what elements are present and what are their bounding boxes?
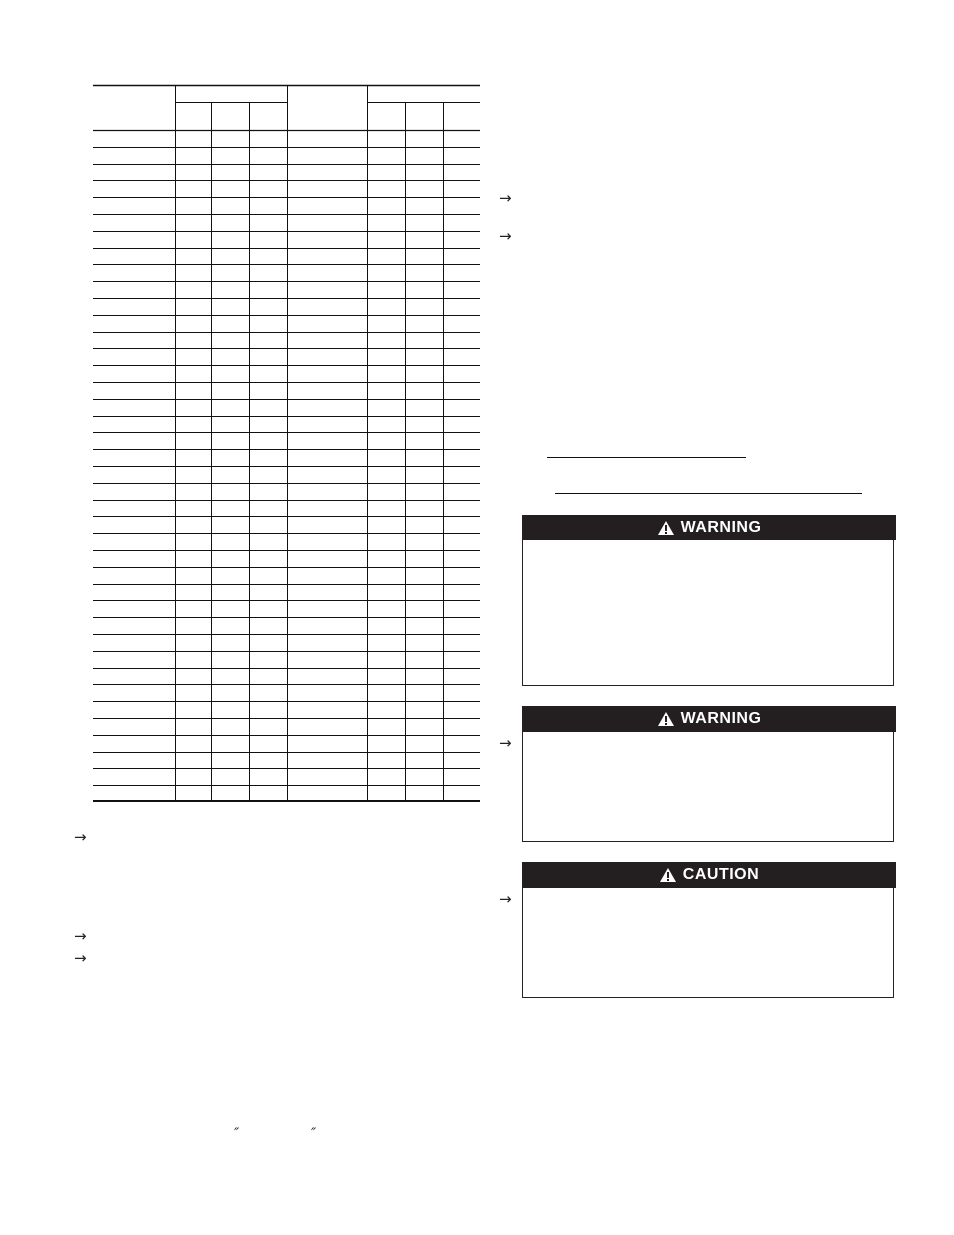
arrow-marker: →: [499, 227, 512, 245]
arrow-marker: →: [499, 890, 512, 908]
caution-header: [522, 862, 896, 888]
warning-box: [522, 540, 894, 686]
underline-rule: [547, 457, 746, 458]
arrow-marker: →: [74, 927, 87, 945]
arrow-marker: →: [74, 828, 87, 846]
warning-label: WARNING: [680, 710, 762, 727]
warning-box: [522, 732, 894, 842]
arrow-marker: →: [74, 949, 87, 967]
warning-triangle-icon: [657, 711, 675, 727]
caution-label: CAUTION: [682, 866, 760, 883]
warning-triangle-icon: [657, 520, 675, 536]
arrow-marker: →: [499, 189, 512, 207]
arrow-marker: →: [499, 734, 512, 752]
underline-rule: [555, 493, 862, 494]
warning-triangle-icon: [659, 867, 677, 883]
warning-label: WARNING: [680, 518, 762, 536]
warning-header: [522, 515, 896, 540]
caution-box: [522, 888, 894, 998]
inch-mark: ″: [311, 1126, 317, 1142]
warning-header: [522, 706, 896, 732]
inch-mark: ″: [234, 1126, 240, 1142]
